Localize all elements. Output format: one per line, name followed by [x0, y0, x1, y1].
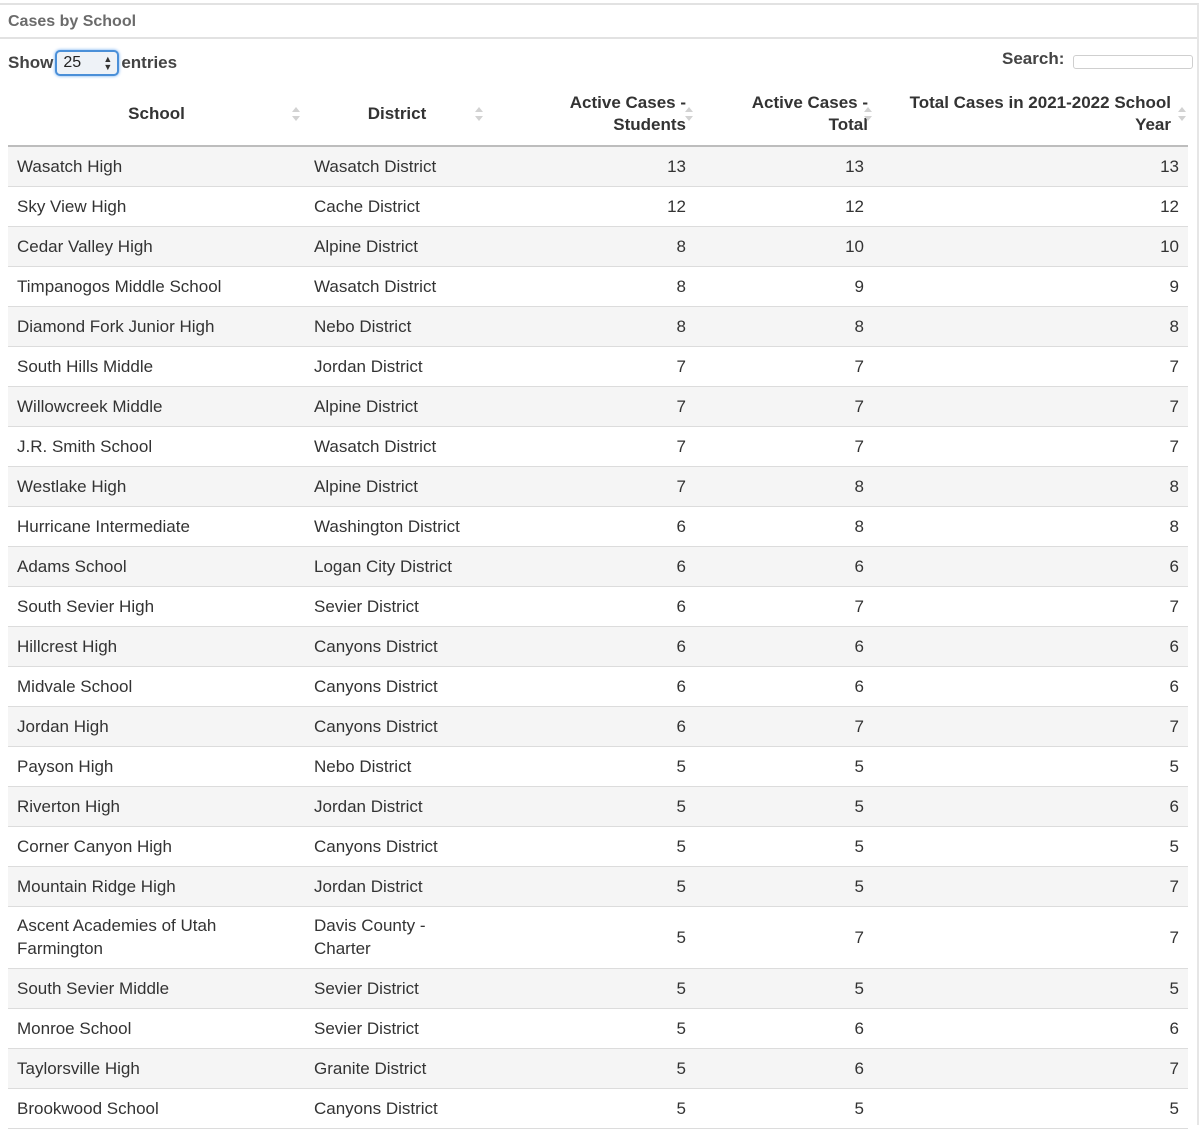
- cell-active-total: 8: [694, 306, 872, 346]
- cell-school: Timpanogos Middle School: [8, 266, 305, 306]
- cell-school: South Sevier Middle: [8, 968, 305, 1008]
- select-arrows-icon: ▲ ▼: [103, 54, 113, 72]
- cell-active-total: 9: [694, 266, 872, 306]
- table-row: [8, 346, 1188, 386]
- entries-label: entries: [121, 53, 178, 72]
- cell-active-total: 12: [694, 186, 872, 226]
- cell-school: Diamond Fork Junior High: [8, 306, 305, 346]
- cell-district: Jordan District: [305, 786, 489, 826]
- search-input[interactable]: [1073, 55, 1193, 69]
- cell-district: Canyons District: [305, 666, 489, 706]
- cell-total-year: 12: [872, 186, 1188, 226]
- table-row: [8, 1008, 1188, 1048]
- cell-active-students: 6: [489, 586, 694, 626]
- cell-active-students: 6: [489, 506, 694, 546]
- cell-active-students: 7: [489, 346, 694, 386]
- table-row: [8, 906, 1188, 968]
- table-row: [8, 968, 1188, 1008]
- entries-select[interactable]: [55, 50, 119, 76]
- cell-district: Wasatch District: [305, 146, 489, 186]
- cell-total-year: 7: [872, 906, 1188, 968]
- table-row: [8, 466, 1188, 506]
- cell-district: Cache District: [305, 186, 489, 226]
- column-header-label: Active Cases - Total: [751, 92, 868, 134]
- cell-active-total: 7: [694, 386, 872, 426]
- column-header-active-students[interactable]: [489, 82, 694, 146]
- length-control: [8, 50, 177, 76]
- cell-school: Brookwood School: [8, 1088, 305, 1128]
- cell-district: Alpine District: [305, 386, 489, 426]
- table-row: [8, 586, 1188, 626]
- cell-district: Sevier District: [305, 968, 489, 1008]
- cell-district: Canyons District: [305, 826, 489, 866]
- panel-title: Cases by School: [0, 5, 1197, 39]
- table-row: [8, 226, 1188, 266]
- sort-icon: [685, 107, 693, 121]
- entries-select-value: 25: [63, 54, 82, 71]
- cell-active-total: 5: [694, 786, 872, 826]
- table-row: [8, 706, 1188, 746]
- cell-district: Nebo District: [305, 746, 489, 786]
- header-row: [8, 82, 1188, 146]
- table-row: [8, 826, 1188, 866]
- cell-active-students: 8: [489, 306, 694, 346]
- cell-school: Taylorsville High: [8, 1048, 305, 1088]
- cell-active-students: 7: [489, 426, 694, 466]
- cell-school: Willowcreek Middle: [8, 386, 305, 426]
- cell-total-year: 7: [872, 586, 1188, 626]
- cell-active-students: 13: [489, 146, 694, 186]
- table-row: [8, 626, 1188, 666]
- table-row: [8, 546, 1188, 586]
- cell-active-total: 5: [694, 968, 872, 1008]
- cell-district: Nebo District: [305, 306, 489, 346]
- cell-total-year: 5: [872, 1088, 1188, 1128]
- column-header-district[interactable]: [305, 82, 489, 146]
- cell-active-students: 5: [489, 906, 694, 968]
- table-row: [8, 746, 1188, 786]
- cell-district: Canyons District: [305, 706, 489, 746]
- cell-district: Canyons District: [305, 626, 489, 666]
- cell-total-year: 6: [872, 1008, 1188, 1048]
- cell-school: Hillcrest High: [8, 626, 305, 666]
- cell-total-year: 6: [872, 546, 1188, 586]
- cell-total-year: 7: [872, 346, 1188, 386]
- column-header-label: Total Cases in 2021-2022 School Year: [909, 92, 1171, 134]
- table-row: [8, 186, 1188, 226]
- cell-school: Westlake High: [8, 466, 305, 506]
- cell-district: Sevier District: [305, 1008, 489, 1048]
- cell-active-students: 5: [489, 1048, 694, 1088]
- cell-active-total: 7: [694, 346, 872, 386]
- show-label: Show: [8, 53, 54, 72]
- search-label: Search:: [1002, 49, 1065, 68]
- table-row: [8, 866, 1188, 906]
- cell-district: Wasatch District: [305, 266, 489, 306]
- cell-total-year: 5: [872, 746, 1188, 786]
- sort-icon: [864, 107, 872, 121]
- table-row: [8, 506, 1188, 546]
- cell-school: Adams School: [8, 546, 305, 586]
- column-header-total-year[interactable]: [872, 82, 1188, 146]
- cell-total-year: 13: [872, 146, 1188, 186]
- cell-active-total: 5: [694, 1088, 872, 1128]
- cell-active-total: 5: [694, 866, 872, 906]
- cell-total-year: 8: [872, 506, 1188, 546]
- cell-active-total: 6: [694, 626, 872, 666]
- table-row: [8, 666, 1188, 706]
- table-row: [8, 426, 1188, 466]
- table-row: [8, 306, 1188, 346]
- cell-active-total: 7: [694, 426, 872, 466]
- cell-school: Wasatch High: [8, 146, 305, 186]
- cell-total-year: 9: [872, 266, 1188, 306]
- cell-active-students: 7: [489, 466, 694, 506]
- cell-active-total: 5: [694, 746, 872, 786]
- cell-total-year: 6: [872, 666, 1188, 706]
- cell-active-total: 10: [694, 226, 872, 266]
- column-header-label: District: [367, 103, 427, 123]
- cell-active-students: 5: [489, 826, 694, 866]
- cell-active-students: 5: [489, 786, 694, 826]
- cell-active-students: 6: [489, 706, 694, 746]
- cell-school: Corner Canyon High: [8, 826, 305, 866]
- cell-active-students: 8: [489, 226, 694, 266]
- cell-school: Hurricane Intermediate: [8, 506, 305, 546]
- cell-total-year: 6: [872, 626, 1188, 666]
- cell-total-year: 10: [872, 226, 1188, 266]
- cell-active-students: 5: [489, 968, 694, 1008]
- cell-district: Granite District: [305, 1048, 489, 1088]
- column-header-active-total[interactable]: [694, 82, 872, 146]
- sort-icon: [475, 107, 483, 121]
- cell-district: Logan City District: [305, 546, 489, 586]
- cell-active-students: 8: [489, 266, 694, 306]
- cell-active-total: 7: [694, 706, 872, 746]
- cell-district: Alpine District: [305, 466, 489, 506]
- cell-active-students: 6: [489, 626, 694, 666]
- cell-active-students: 12: [489, 186, 694, 226]
- cell-school: South Hills Middle: [8, 346, 305, 386]
- cell-total-year: 8: [872, 306, 1188, 346]
- cell-active-total: 7: [694, 906, 872, 968]
- table-row: [8, 146, 1188, 186]
- cell-active-total: 13: [694, 146, 872, 186]
- cell-active-total: 6: [694, 546, 872, 586]
- cell-district: Alpine District: [305, 226, 489, 266]
- cell-school: Cedar Valley High: [8, 226, 305, 266]
- table-row: [8, 786, 1188, 826]
- cell-school: Riverton High: [8, 786, 305, 826]
- cell-total-year: 7: [872, 386, 1188, 426]
- cell-district: Jordan District: [305, 346, 489, 386]
- cell-active-students: 7: [489, 386, 694, 426]
- cell-school: Midvale School: [8, 666, 305, 706]
- cell-district: Washington District: [305, 506, 489, 546]
- cell-total-year: 7: [872, 866, 1188, 906]
- cell-total-year: 7: [872, 1048, 1188, 1088]
- cell-school: South Sevier High: [8, 586, 305, 626]
- cell-school: Jordan High: [8, 706, 305, 746]
- cell-active-total: 8: [694, 466, 872, 506]
- cell-total-year: 6: [872, 786, 1188, 826]
- cell-active-students: 5: [489, 866, 694, 906]
- cell-active-total: 7: [694, 586, 872, 626]
- column-header-label: Active Cases - Students: [569, 92, 686, 134]
- cell-district: Wasatch District: [305, 426, 489, 466]
- table-body: [8, 146, 1188, 1128]
- cell-active-total: 6: [694, 1008, 872, 1048]
- table-row: [8, 386, 1188, 426]
- cell-school: J.R. Smith School: [8, 426, 305, 466]
- cell-active-students: 6: [489, 546, 694, 586]
- cell-active-students: 5: [489, 1088, 694, 1128]
- search-control: [1002, 49, 1193, 69]
- cell-active-total: 6: [694, 666, 872, 706]
- cell-total-year: 5: [872, 826, 1188, 866]
- cell-district: Davis County - Charter: [305, 906, 489, 968]
- cell-school: Sky View High: [8, 186, 305, 226]
- cell-active-total: 6: [694, 1048, 872, 1088]
- cell-district: Jordan District: [305, 866, 489, 906]
- cell-active-total: 8: [694, 506, 872, 546]
- cell-total-year: 8: [872, 466, 1188, 506]
- cell-total-year: 5: [872, 968, 1188, 1008]
- cell-active-students: 5: [489, 746, 694, 786]
- cell-active-total: 5: [694, 826, 872, 866]
- cell-district: Sevier District: [305, 586, 489, 626]
- cell-school: Mountain Ridge High: [8, 866, 305, 906]
- cases-table: [8, 82, 1188, 1129]
- cell-school: Ascent Academies of Utah Farmington: [8, 906, 305, 968]
- cell-total-year: 7: [872, 426, 1188, 466]
- cell-school: Payson High: [8, 746, 305, 786]
- cell-active-students: 5: [489, 1008, 694, 1048]
- column-header-label: School: [128, 103, 185, 123]
- cell-school: Monroe School: [8, 1008, 305, 1048]
- column-header-school[interactable]: [8, 82, 305, 146]
- cases-panel: [0, 3, 1199, 1125]
- table-row: [8, 266, 1188, 306]
- sort-icon: [292, 107, 300, 121]
- table-controls: [0, 45, 1197, 79]
- sort-icon: [1178, 107, 1186, 121]
- table-row: [8, 1088, 1188, 1128]
- cell-district: Canyons District: [305, 1088, 489, 1128]
- table-row: [8, 1048, 1188, 1088]
- cell-total-year: 7: [872, 706, 1188, 746]
- cell-active-students: 6: [489, 666, 694, 706]
